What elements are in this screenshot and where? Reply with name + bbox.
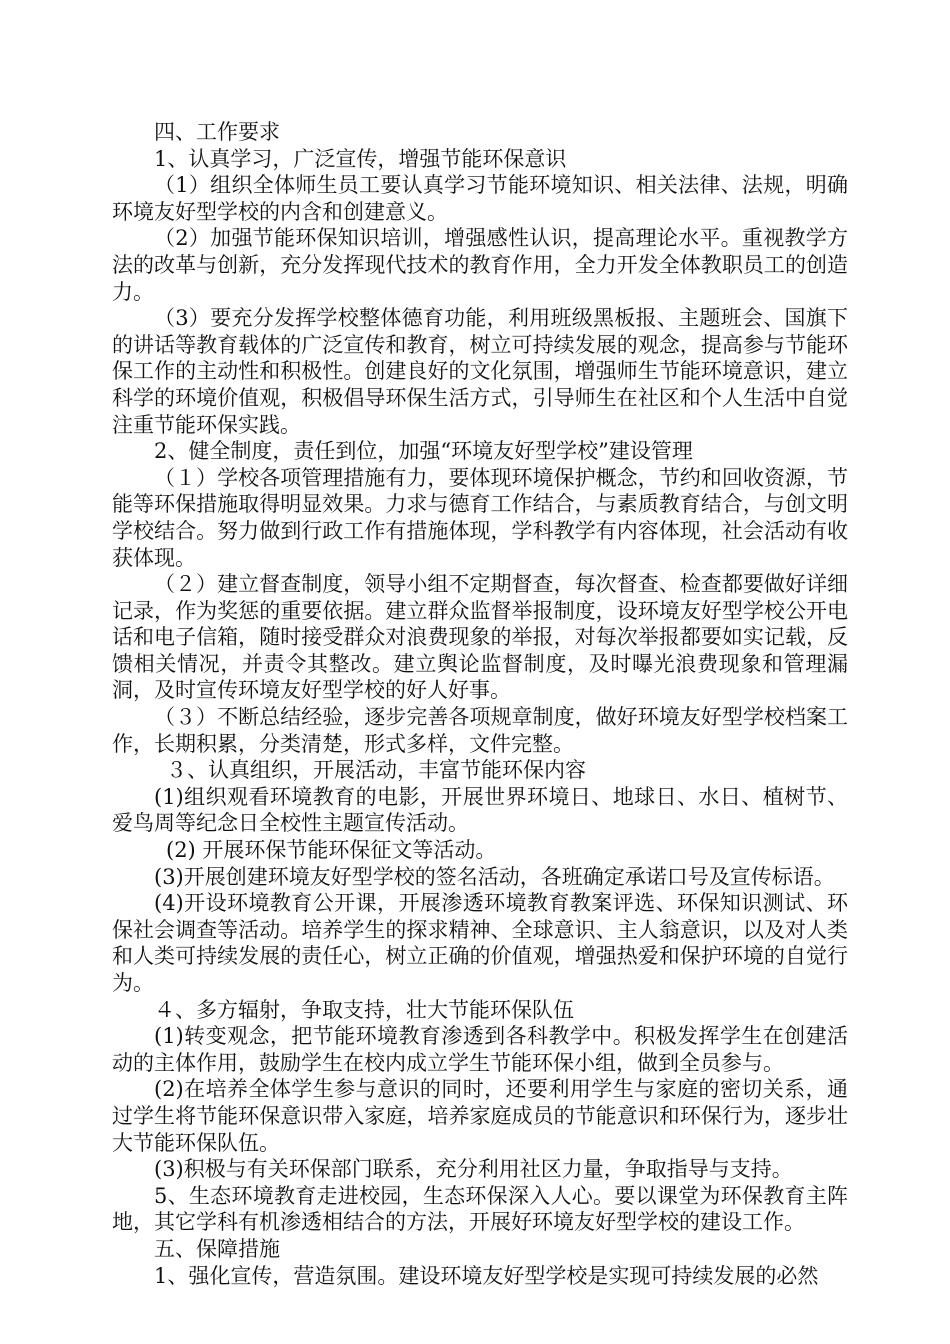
- subheading-expand-team: ４、多方辐射，争取支持，壮大节能环保队伍: [154, 997, 574, 1022]
- paragraph-1-2: （2）加强节能环保知识培训，增强感性认识，提高理论水平。重视教学方法的改革与创新，充分发挥现代技术的教育作用，全力开发全体教职员工的创造力。: [112, 226, 848, 304]
- section-heading-work-requirements: 四、工作要求: [154, 120, 280, 144]
- paragraph-3-4: (4)开设环境教育公开课，开展渗透环境教育教案评选、环保知识测试、环保社会调查等活动。培养学生的探求精神、全球意识、主人翁意识，以及对人类和人类可持续发展的责任心，树立正确的价值观，增强热爱和保护环境的自觉行为。: [112, 891, 848, 995]
- subheading-study-promote: 1、认真学习，广泛宣传，增强节能环保意识: [154, 146, 567, 171]
- paragraph-4-1: (1)转变观念，把节能环境教育渗透到各科教学中。积极发挥学生在创建活动的主体作用，鼓励学生在校内成立学生节能环保小组，做到全员参与。: [112, 1024, 848, 1075]
- paragraph-safeguard-1: 1、强化宣传，营造氛围。建设环境友好型学校是实现可持续发展的必然: [154, 1263, 819, 1288]
- paragraph-2-3: （３）不断总结经验，逐步完善各项规章制度，做好环境友好型学校档案工作，长期积累，分类清楚，形式多样，文件完整。: [112, 705, 848, 756]
- document-content: [112, 119, 848, 1289]
- paragraph-3-3: (3)开展创建环境友好型学校的签名活动，各班确定承诺口号及宣传标语。: [154, 864, 835, 889]
- paragraph-1-3: （3）要充分发挥学校整体德育功能，利用班级黑板报、主题班会、国旗下的讲话等教育载体的广泛宣传和教育，树立可持续发展的观念，提高参与节能环保工作的主动性和积极性。创建良好的文化氛围，增强师生节能环境意识，建立科学的环境价值观，积极倡导环保生活方式，引导师生在社区和个人生活中自觉注重节能环保实践。: [112, 306, 848, 437]
- paragraph-2-2: （２）建立督查制度，领导小组不定期督查，每次督查、检查都要做好详细记录，作为奖惩的重要依据。建立群众监督举报制度，设环境友好型学校公开电话和电子信箱，随时接受群众对浪费现象的举报，对每次举报都要如实记载，反馈相关情况，并责令其整改。建立舆论监督制度，及时曝光浪费现象和管理漏洞，及时宣传环境友好型学校的好人好事。: [112, 572, 848, 703]
- subheading-improve-system: 2、健全制度，责任到位，加强“环境友好型学校”建设管理: [154, 439, 693, 464]
- paragraph-4-3: (3)积极与有关环保部门联系，充分利用社区力量，争取指导与支持。: [154, 1157, 793, 1182]
- paragraph-1-1: （1）组织全体师生员工要认真学习节能环境知识、相关法律、法规，明确环境友好型学校的内含和创建意义。: [112, 173, 848, 224]
- paragraph-2-1: （１）学校各项管理措施有力，要体现环境保护概念，节约和回收资源，节能等环保措施取得明显效果。力求与德育工作结合，与素质教育结合，与创文明学校结合。努力做到行政工作有措施体现，学科教学有内容体现，社会活动有收获体现。: [112, 465, 848, 570]
- paragraph-3-2: (2) 开展环保节能环保征文等活动。: [166, 838, 497, 863]
- section-heading-safeguards: 五、保障措施: [154, 1236, 280, 1261]
- paragraph-5: 5、生态环境教育走进校园，生态环保深入人心。要以课堂为环保教育主阵地，其它学科有机渗透相结合的方法，开展好环境友好型学校的建设工作。: [112, 1183, 848, 1235]
- paragraph-4-2: (2)在培养全体学生参与意识的同时，还要利用学生与家庭的密切关系，通过学生将节能环保意识带入家庭，培养家庭成员的节能意识和环保行为，逐步壮大节能环保队伍。: [112, 1077, 848, 1155]
- subheading-organize-activities: ３、认真组织，开展活动，丰富节能环保内容: [166, 758, 586, 783]
- paragraph-3-1: (1)组织观看环境教育的电影，开展世界环境日、地球日、水日、植树节、爱鸟周等纪念日全校性主题宣传活动。: [112, 784, 848, 836]
